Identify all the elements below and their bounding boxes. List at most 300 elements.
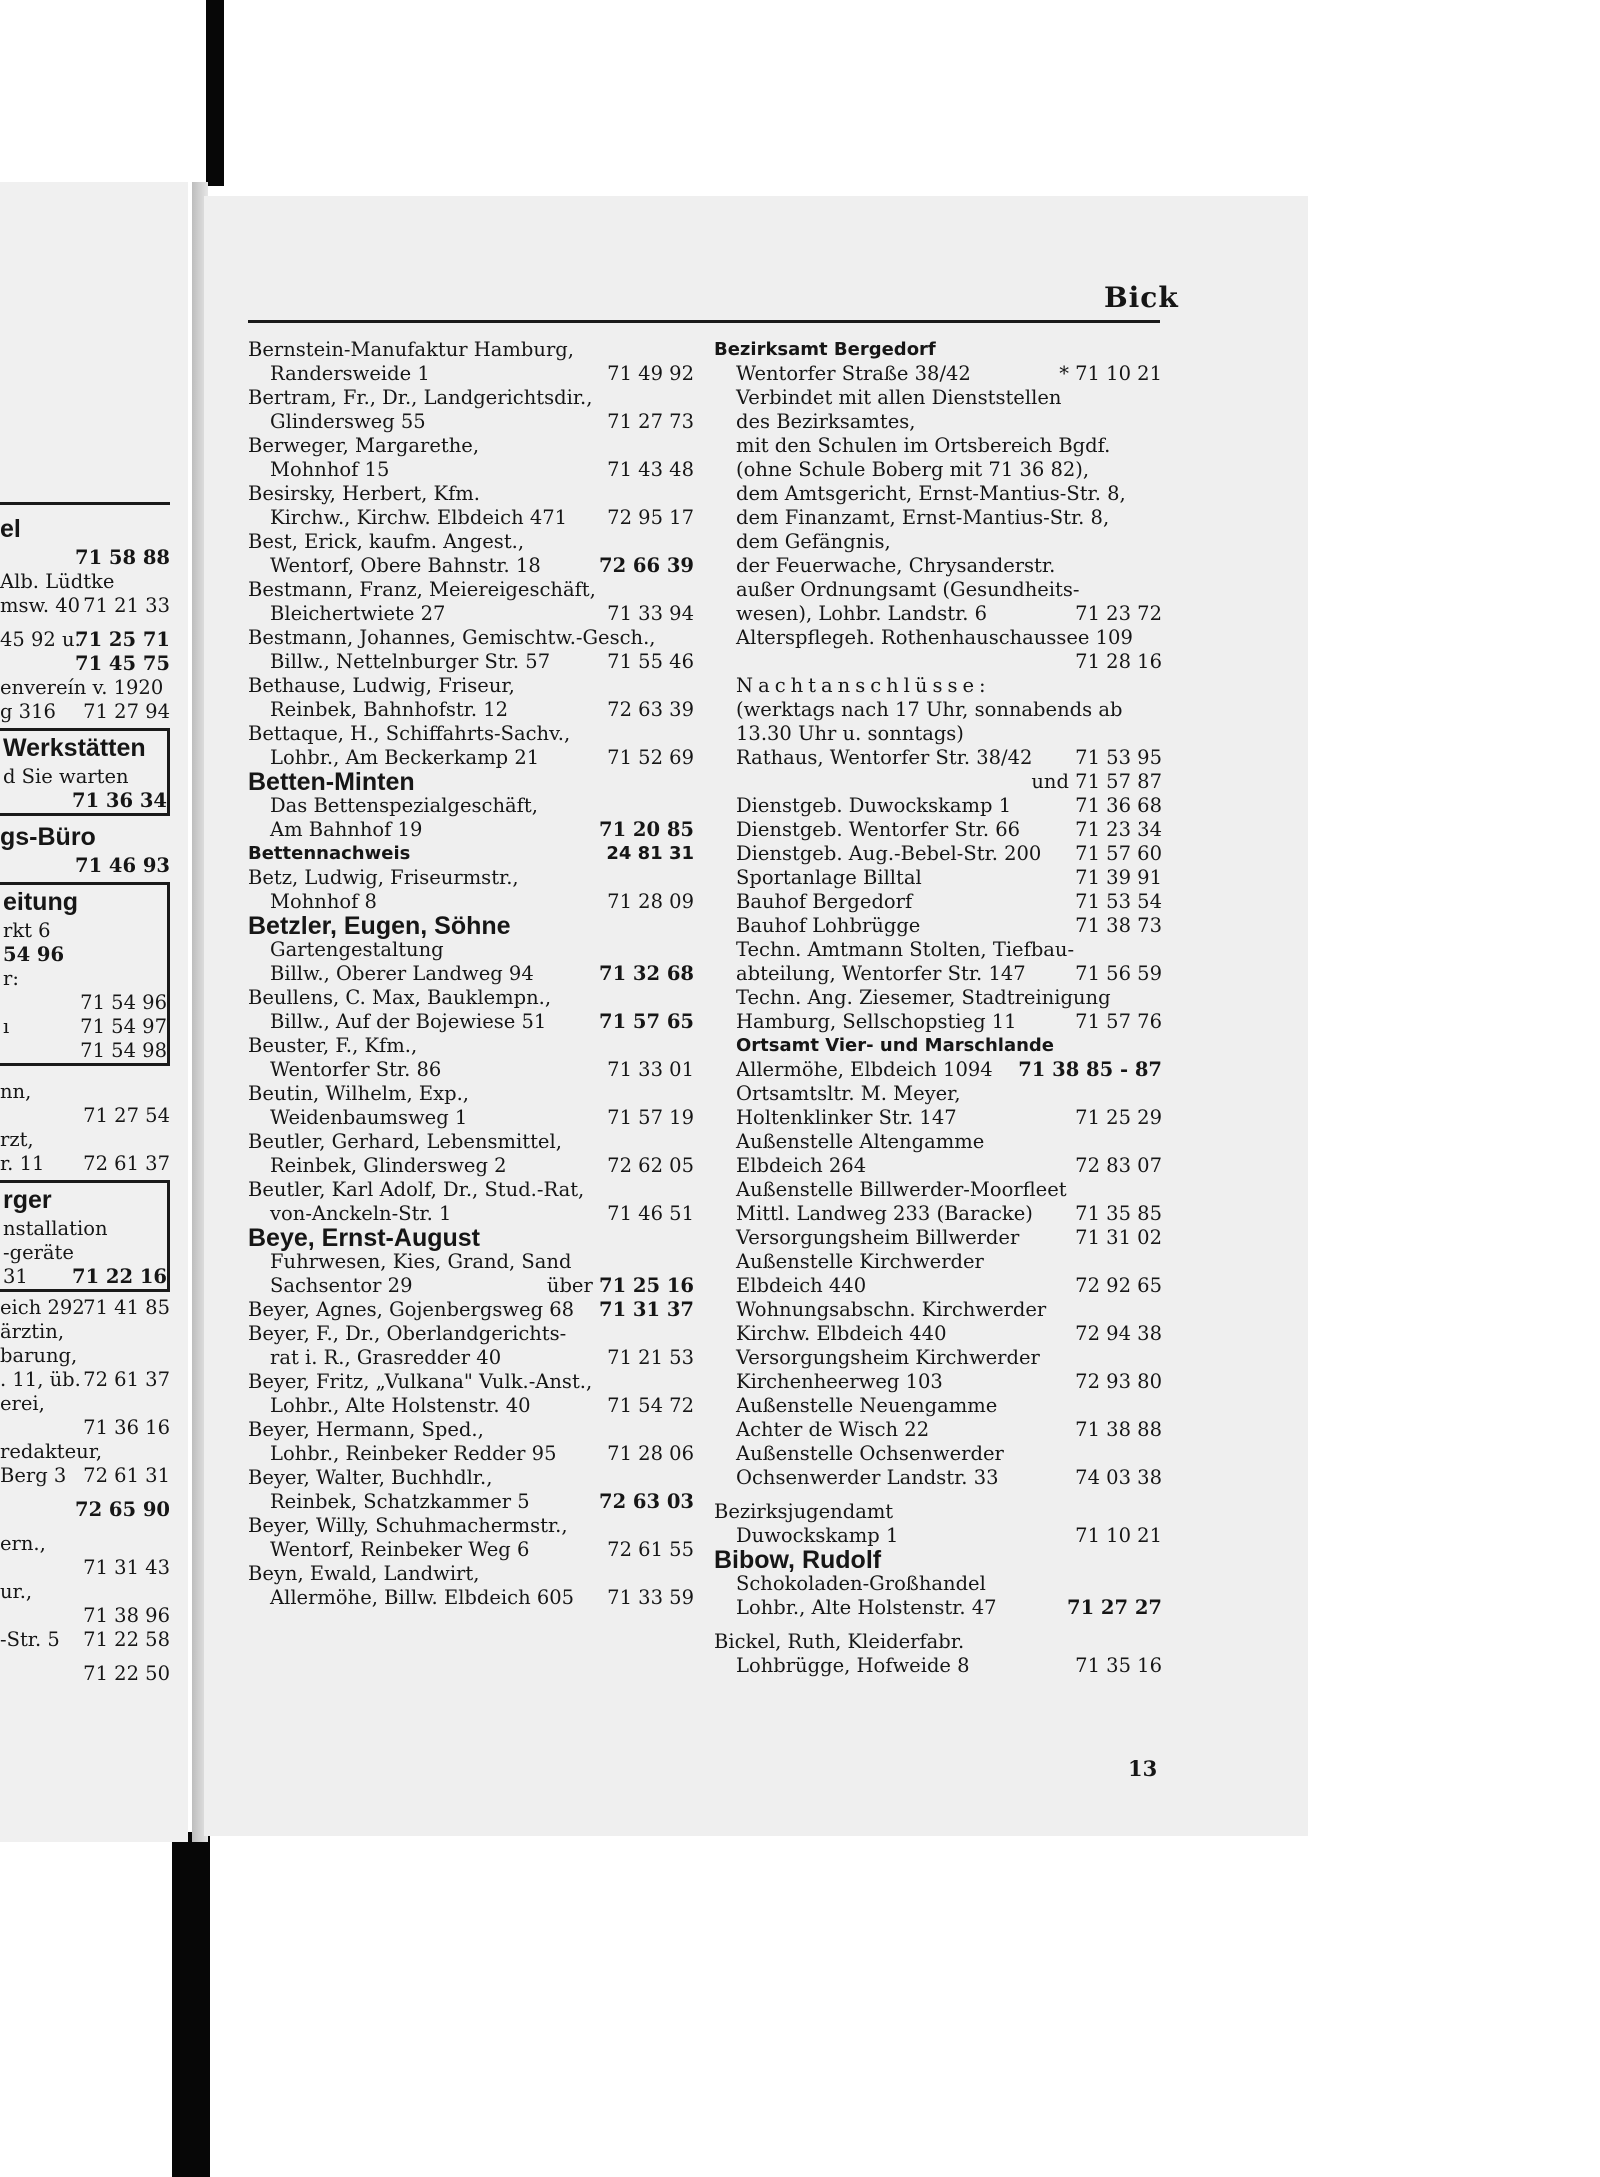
phone-number-value: 72 61 31 [83, 1464, 170, 1487]
phone-number-value: 72 63 03 [599, 1490, 694, 1513]
directory-entry-line [0, 1556, 170, 1580]
entry-text: Billw., Auf der Bojewiese 51 [270, 1010, 547, 1033]
phone-number [1075, 890, 1162, 914]
directory-entry-line [0, 1662, 170, 1686]
entry-text: msw. 40 [0, 594, 81, 617]
phone-number-value: 71 57 60 [1075, 842, 1162, 865]
entry-text: Billw., Nettelnburger Str. 57 [270, 650, 551, 673]
phone-number [83, 1416, 170, 1440]
entry-text: Versorgungsheim Kirchwerder [736, 1346, 1040, 1369]
phone-number [1075, 1370, 1162, 1394]
entry-text: envereín v. 1920 [0, 676, 164, 699]
directory-entry-line [714, 890, 1162, 914]
phone-number [1075, 866, 1162, 890]
phone-number-value: 72 61 37 [83, 1152, 170, 1175]
directory-entry-line [714, 1466, 1162, 1490]
directory-entry-line [714, 914, 1162, 938]
phone-number [1067, 1596, 1162, 1620]
directory-entry-line [248, 770, 694, 794]
phone-number-value: 71 32 68 [599, 962, 694, 985]
directory-entry-line [0, 546, 170, 570]
phone-number-value: 71 54 96 [80, 991, 167, 1014]
directory-entry-line [248, 554, 694, 578]
entry-text: Bettennachweis [248, 843, 411, 864]
phone-number [1075, 1418, 1162, 1442]
phone-number [1075, 1226, 1162, 1250]
directory-entry-line [248, 1346, 694, 1370]
spacer [0, 1070, 170, 1080]
phone-number-value: 71 57 76 [1075, 1010, 1162, 1033]
directory-entry-line [714, 938, 1162, 962]
phone-number [607, 1538, 694, 1562]
directory-entry-line [714, 1596, 1162, 1620]
phone-number-value: 71 38 85 - 87 [1018, 1058, 1162, 1081]
phone-number-value: 71 54 72 [607, 1394, 694, 1417]
entry-text: 31 [3, 1265, 28, 1288]
phone-number-value: 71 27 94 [83, 700, 170, 723]
phone-number-value: 71 22 58 [83, 1628, 170, 1651]
entry-text: Berg 3 [0, 1464, 67, 1487]
entry-text: Bernstein-Manufaktur Hamburg, [248, 338, 574, 361]
phone-number-value: 71 54 97 [80, 1015, 167, 1038]
entry-text: Wohnungsabschn. Kirchwerder [736, 1298, 1047, 1321]
phone-number [83, 1368, 170, 1392]
entry-text: (ohne Schule Boberg mit 71 36 82), [736, 458, 1090, 481]
directory-entry-line [248, 1250, 694, 1274]
entry-text: . 11, üb. [0, 1368, 81, 1391]
directory-entry-line [714, 506, 1162, 530]
directory-entry-line [248, 1226, 694, 1250]
directory-entry-line [714, 1106, 1162, 1130]
entry-text: barung, [0, 1344, 78, 1367]
directory-entry-line [714, 578, 1162, 602]
entry-text: Beye, Ernst-August [248, 1224, 480, 1252]
phone-number-value: * 71 10 21 [1059, 362, 1162, 385]
directory-entry-line [3, 943, 167, 967]
directory-entry-line [0, 1580, 170, 1604]
directory-entry-line [0, 1368, 170, 1392]
directory-entry-line [714, 1058, 1162, 1082]
directory-entry-line [714, 482, 1162, 506]
phone-number-value: 71 23 34 [1075, 818, 1162, 841]
phone-number-value: 72 65 90 [75, 1498, 170, 1521]
entry-text: Reinbek, Bahnhofstr. 12 [270, 698, 509, 721]
entry-text: Lohbr., Alte Holstenstr. 47 [736, 1596, 997, 1619]
entry-text: Mohnhof 8 [270, 890, 377, 913]
entry-text: Mittl. Landweg 233 (Baracke) [736, 1202, 1033, 1225]
entry-text: Beutler, Gerhard, Lebensmittel, [248, 1130, 562, 1153]
directory-entry-line [0, 594, 170, 618]
phone-number [607, 1586, 694, 1610]
phone-number [607, 1394, 694, 1418]
directory-entry-line [714, 1524, 1162, 1548]
directory-entry-line [248, 986, 694, 1010]
directory-entry-line [0, 628, 170, 652]
directory-entry-line [714, 1346, 1162, 1370]
directory-entry-line [3, 991, 167, 1015]
phone-number [607, 1346, 694, 1370]
phone-number [1075, 914, 1162, 938]
entry-text: Lohbr., Am Beckerkamp 21 [270, 746, 540, 769]
directory-entry-line [714, 866, 1162, 890]
directory-entry-line [714, 674, 1162, 698]
phone-number [599, 1010, 694, 1034]
entry-text: ı [3, 1015, 10, 1038]
directory-entry-line [248, 1106, 694, 1130]
entry-text: Ortsamtsltr. M. Meyer, [736, 1082, 961, 1105]
entry-text: (werktags nach 17 Uhr, sonnabends ab [736, 698, 1123, 721]
phone-number-value: 71 31 02 [1075, 1226, 1162, 1249]
entry-text: Außenstelle Ochsenwerder [736, 1442, 1004, 1465]
entry-text: Hamburg, Sellschopstieg 11 [736, 1010, 1017, 1033]
phone-number [83, 700, 170, 724]
directory-entry-line [714, 818, 1162, 842]
entry-text: g 316 [0, 700, 56, 723]
entry-text: r. 11 [0, 1152, 45, 1175]
phone-number [83, 1604, 170, 1628]
entry-text: Beyer, Agnes, Gojenbergsweg 68 [248, 1298, 575, 1321]
entry-text: Nachtanschlüsse: [736, 674, 991, 697]
entry-text: Bauhof Lohbrügge [736, 914, 921, 937]
entry-text: mit den Schulen im Ortsbereich Bgdf. [736, 434, 1111, 457]
directory-entry-line [714, 1226, 1162, 1250]
directory-entry-line [248, 938, 694, 962]
phone-number [1075, 962, 1162, 986]
entry-text: eich 292 [0, 1296, 85, 1319]
directory-entry-line [714, 1250, 1162, 1274]
directory-entry-line [714, 362, 1162, 386]
directory-column-1 [248, 338, 694, 1610]
phone-number-value: 72 83 07 [1075, 1154, 1162, 1177]
directory-entry-line [248, 1178, 694, 1202]
phone-number-value: 71 31 43 [83, 1556, 170, 1579]
directory-entry-line [0, 1080, 170, 1104]
entry-text: Dienstgeb. Duwockskamp 1 [736, 794, 1012, 817]
entry-text: dem Amtsgericht, Ernst-Mantius-Str. 8, [736, 482, 1126, 505]
directory-entry-line [248, 362, 694, 386]
directory-entry-line [248, 1298, 694, 1322]
directory-entry-line [3, 919, 167, 943]
spacer [0, 1652, 170, 1662]
phone-number [83, 1152, 170, 1176]
advert-title: rger [3, 1186, 52, 1214]
phone-number-value: 71 10 21 [1075, 1524, 1162, 1547]
entry-text: abteilung, Wentorfer Str. 147 [736, 962, 1026, 985]
phone-number-value: 71 56 59 [1075, 962, 1162, 985]
entry-text: Besirsky, Herbert, Kfm. [248, 482, 481, 505]
phone-number [607, 1106, 694, 1130]
directory-entry-line [248, 458, 694, 482]
phone-number [80, 1015, 167, 1039]
directory-entry-line [248, 386, 694, 410]
phone-number [1075, 1524, 1162, 1548]
directory-entry-line [714, 770, 1162, 794]
entry-text: Sportanlage Billtal [736, 866, 922, 889]
directory-entry-line [248, 1586, 694, 1610]
entry-text: Beyer, F., Dr., Oberlandgerichts- [248, 1322, 567, 1345]
entry-text: 45 92 u. [0, 628, 81, 651]
directory-entry-line [248, 1442, 694, 1466]
directory-entry-line [0, 1532, 170, 1556]
phone-number [1075, 650, 1162, 674]
entry-text: der Feuerwache, Chrysanderstr. [736, 554, 1056, 577]
entry-text: Beuster, F., Kfm., [248, 1034, 418, 1057]
phone-number [607, 506, 694, 530]
entry-text: Außenstelle Billwerder-Moorfleet [736, 1178, 1067, 1201]
phone-number-value: 24 81 31 [606, 843, 694, 864]
directory-entry-line [714, 1298, 1162, 1322]
entry-text: nn, [0, 1080, 32, 1103]
directory-entry-line [714, 1010, 1162, 1034]
phone-number [1075, 1106, 1162, 1130]
directory-entry-line [248, 1010, 694, 1034]
phone-number-value: 71 27 54 [83, 1104, 170, 1127]
directory-entry-line [0, 1128, 170, 1152]
phone-number [606, 842, 694, 866]
directory-entry-line [714, 1500, 1162, 1524]
directory-entry-line [248, 842, 694, 866]
entry-text: Holtenklinker Str. 147 [736, 1106, 957, 1129]
directory-entry-line [714, 1654, 1162, 1678]
entry-text: Allermöhe, Billw. Elbdeich 605 [270, 1586, 575, 1609]
entry-text: nstallation [3, 1217, 108, 1240]
entry-text: Beutler, Karl Adolf, Dr., Stud.-Rat, [248, 1178, 585, 1201]
directory-entry-line [248, 722, 694, 746]
entry-text: Wentorf, Obere Bahnstr. 18 [270, 554, 541, 577]
entry-text: Fuhrwesen, Kies, Grand, Sand [270, 1250, 572, 1273]
directory-entry-line [714, 794, 1162, 818]
phone-number-value: 71 38 96 [83, 1604, 170, 1627]
entry-text: Wentorfer Str. 86 [270, 1058, 442, 1081]
phone-number-value: 71 21 33 [83, 594, 170, 617]
phone-number-value: 71 25 16 [599, 1274, 694, 1297]
phone-number-value: 72 93 80 [1075, 1370, 1162, 1393]
left-heading: gs-Büro [0, 823, 96, 851]
directory-entry-line [714, 1630, 1162, 1654]
phone-number-value: 71 35 16 [1075, 1654, 1162, 1677]
phone-number [72, 789, 167, 813]
phone-number-value: 71 35 85 [1075, 1202, 1162, 1225]
left-heading: el [0, 515, 21, 543]
directory-entry-line [3, 1241, 167, 1265]
directory-entry-line [0, 1416, 170, 1440]
directory-entry-line [248, 530, 694, 554]
phone-number [1075, 818, 1162, 842]
directory-entry-line [714, 386, 1162, 410]
phone-number [607, 458, 694, 482]
directory-entry-line [714, 842, 1162, 866]
directory-entry-line [248, 818, 694, 842]
phone-number-value: 72 62 05 [607, 1154, 694, 1177]
phone-prefix: und [1031, 770, 1069, 793]
phone-number [1059, 362, 1162, 386]
directory-entry-line [714, 1370, 1162, 1394]
phone-number-value: 72 95 17 [607, 506, 694, 529]
directory-entry-line [248, 698, 694, 722]
phone-number-value: 71 36 68 [1075, 794, 1162, 817]
phone-number [1075, 842, 1162, 866]
directory-entry-line [714, 1322, 1162, 1346]
directory-entry-line [248, 1562, 694, 1586]
directory-entry-line [248, 962, 694, 986]
directory-entry-line [714, 338, 1162, 362]
phone-prefix: über [546, 1274, 593, 1297]
phone-number-value: 72 63 39 [607, 698, 694, 721]
directory-entry-line [714, 1394, 1162, 1418]
directory-entry-line [248, 1082, 694, 1106]
phone-number [83, 594, 170, 618]
phone-number [80, 991, 167, 1015]
phone-number-value: 71 22 16 [72, 1265, 167, 1288]
entry-text: r: [3, 967, 19, 990]
phone-number [607, 602, 694, 626]
phone-number [1075, 1010, 1162, 1034]
entry-text: Bezirksamt Bergedorf [714, 339, 936, 360]
directory-entry-line [248, 1514, 694, 1538]
phone-number [1075, 1274, 1162, 1298]
entry-text: rzt, [0, 1128, 34, 1151]
directory-entry-line [0, 1344, 170, 1368]
phone-number-value: 71 58 88 [75, 546, 170, 569]
directory-entry-line [248, 1034, 694, 1058]
entry-text: Glindersweg 55 [270, 410, 426, 433]
entry-text: Wentorfer Straße 38/42 [736, 362, 971, 385]
entry-text: -geräte [3, 1241, 74, 1264]
phone-number-value: 71 46 93 [75, 854, 170, 877]
scan-edge-top [206, 0, 224, 186]
spacer [0, 1488, 170, 1498]
directory-entry-line [714, 554, 1162, 578]
left-page-rule [0, 502, 170, 505]
phone-number-value: 71 53 54 [1075, 890, 1162, 913]
directory-entry-line [248, 626, 694, 650]
directory-entry-line [714, 986, 1162, 1010]
directory-entry-line [248, 1058, 694, 1082]
phone-number-value: 71 53 95 [1075, 746, 1162, 769]
phone-number-value: 71 41 85 [83, 1296, 170, 1319]
directory-entry-line [3, 1039, 167, 1063]
entry-text: -Str. 5 [0, 1628, 60, 1651]
phone-number-value: 71 45 75 [75, 652, 170, 675]
phone-number [1075, 1654, 1162, 1678]
directory-entry-line [0, 1440, 170, 1464]
entry-text: Billw., Oberer Landweg 94 [270, 962, 534, 985]
phone-number-value: 71 54 98 [80, 1039, 167, 1062]
spacer [714, 1620, 1162, 1630]
entry-text: dem Finanzamt, Ernst-Mantius-Str. 8, [736, 506, 1110, 529]
directory-entry-line [714, 1548, 1162, 1572]
advert-box [0, 882, 170, 1066]
directory-entry-line [248, 578, 694, 602]
directory-entry-line [248, 1130, 694, 1154]
entry-text: Beyer, Fritz, „Vulkana" Vulk.-Anst., [248, 1370, 593, 1393]
entry-text: Bertram, Fr., Dr., Landgerichtsdir., [248, 386, 593, 409]
entry-text: Reinbek, Schatzkammer 5 [270, 1490, 530, 1513]
directory-entry-line [714, 530, 1162, 554]
directory-entry-line [3, 765, 167, 789]
phone-number [599, 554, 694, 578]
phone-number [83, 1662, 170, 1686]
phone-number [75, 1498, 170, 1522]
phone-number [607, 1442, 694, 1466]
entry-text: Randersweide 1 [270, 362, 430, 385]
directory-entry-line [0, 1604, 170, 1628]
directory-entry-line [0, 1296, 170, 1320]
entry-text: 54 96 [3, 943, 65, 966]
phone-number [75, 628, 170, 652]
directory-entry-line [248, 914, 694, 938]
phone-number [607, 698, 694, 722]
entry-text: 13.30 Uhr u. sonntags) [736, 722, 964, 745]
directory-entry-line [0, 676, 170, 700]
entry-text: Kirchenheerweg 103 [736, 1370, 943, 1393]
entry-text: rkt 6 [3, 919, 51, 942]
phone-number-value: 71 33 01 [607, 1058, 694, 1081]
directory-entry-line [3, 1265, 167, 1289]
phone-number [599, 1298, 694, 1322]
directory-entry-line [248, 794, 694, 818]
entry-text: Sachsentor 29 [270, 1274, 413, 1297]
phone-number-value: 71 46 51 [607, 1202, 694, 1225]
entry-text: wesen), Lohbr. Landstr. 6 [736, 602, 988, 625]
directory-entry-line [714, 1178, 1162, 1202]
entry-text: Verbindet mit allen Dienststellen [736, 386, 1062, 409]
directory-entry-line [714, 962, 1162, 986]
directory-entry-line [248, 338, 694, 362]
phone-number-value: 71 27 27 [1067, 1596, 1162, 1619]
entry-text: Betten-Minten [248, 768, 415, 796]
phone-number-value: 71 25 29 [1075, 1106, 1162, 1129]
entry-text: Kirchw., Kirchw. Elbdeich 471 [270, 506, 568, 529]
entry-text: Bestmann, Franz, Meiereigeschäft, [248, 578, 596, 601]
directory-entry-line [0, 1104, 170, 1128]
phone-number [1075, 746, 1162, 770]
directory-entry-line [248, 1202, 694, 1226]
entry-text: Außenstelle Kirchwerder [736, 1250, 984, 1273]
directory-entry-line [0, 700, 170, 724]
directory-entry-line [248, 434, 694, 458]
left-page-column [0, 512, 170, 1686]
directory-entry-line [714, 1202, 1162, 1226]
directory-entry-line [0, 1392, 170, 1416]
phone-number [83, 1464, 170, 1488]
entry-text: Wentorf, Reinbeker Weg 6 [270, 1538, 530, 1561]
entry-text: Alb. Lüdtke [0, 570, 115, 593]
directory-entry-line [0, 1498, 170, 1522]
entry-text: Bickel, Ruth, Kleiderfabr. [714, 1630, 965, 1653]
directory-entry-line [714, 410, 1162, 434]
entry-text: Außenstelle Neuengamme [736, 1394, 998, 1417]
spacer [714, 1490, 1162, 1500]
directory-entry-line [714, 434, 1162, 458]
spacer [0, 618, 170, 628]
phone-number-value: 72 61 55 [607, 1538, 694, 1561]
entry-text: Weidenbaumsweg 1 [270, 1106, 468, 1129]
phone-number-value: 71 21 53 [607, 1346, 694, 1369]
entry-text: Mohnhof 15 [270, 458, 390, 481]
directory-entry-line [714, 1274, 1162, 1298]
entry-text: dem Gefängnis, [736, 530, 891, 553]
directory-entry-line [714, 626, 1162, 650]
phone-number-value: 71 27 73 [607, 410, 694, 433]
entry-text: Techn. Ang. Ziesemer, Stadtreinigung [736, 986, 1111, 1009]
directory-entry-line [714, 746, 1162, 770]
entry-text: Beutin, Wilhelm, Exp., [248, 1082, 469, 1105]
directory-entry-line [248, 674, 694, 698]
directory-entry-line [248, 866, 694, 890]
phone-number [83, 1556, 170, 1580]
phone-number [1075, 1322, 1162, 1346]
